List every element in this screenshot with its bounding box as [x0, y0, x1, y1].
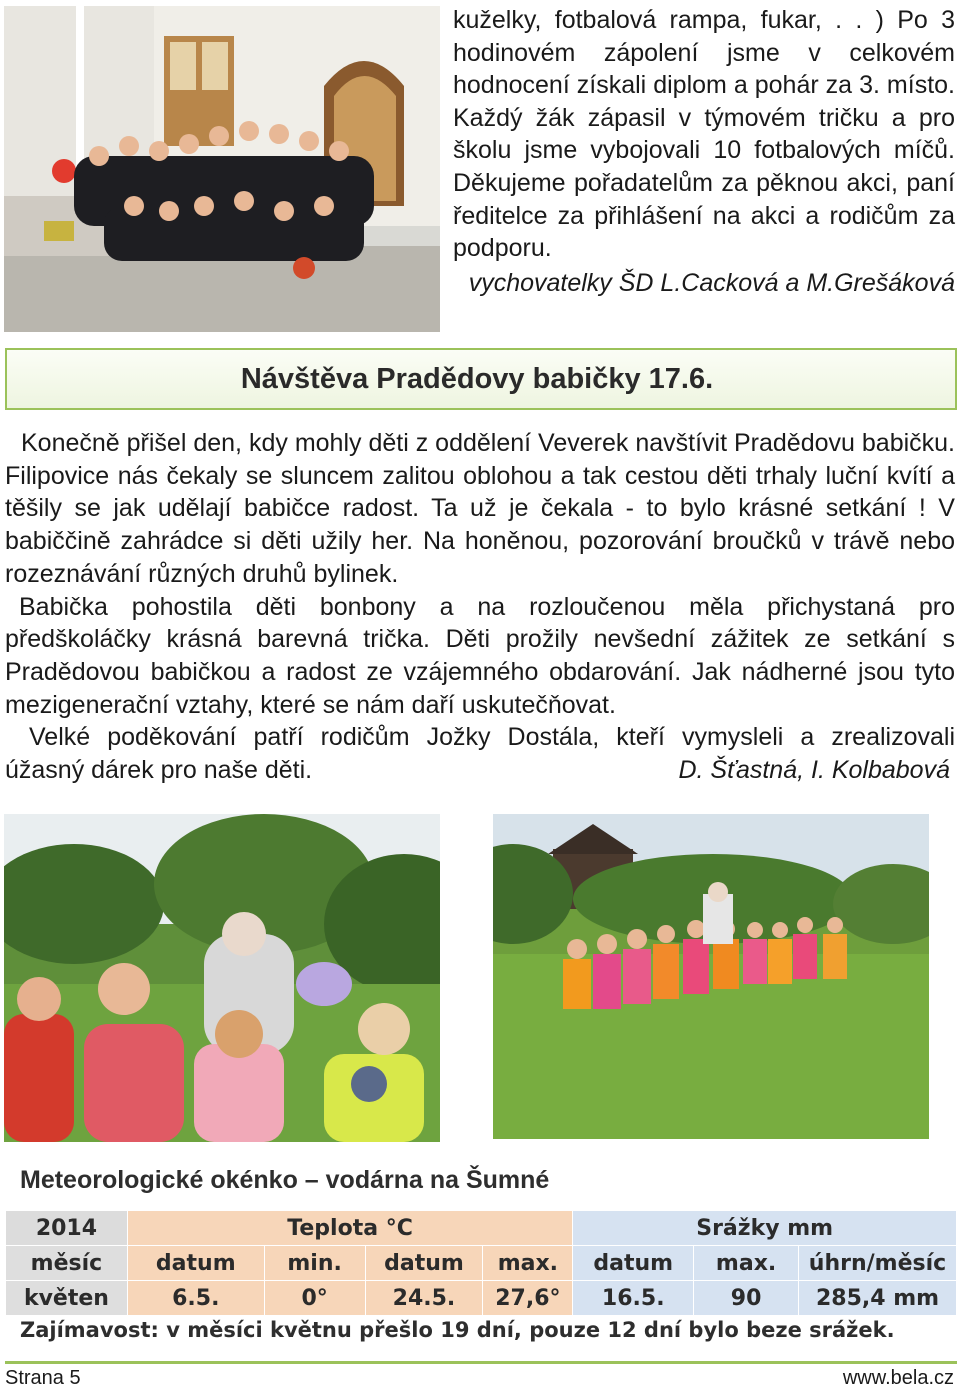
meteo-title: Meteorologické okénko – vodárna na Šumné [20, 1166, 550, 1194]
article-paragraph-3: Velké poděkování patří rodičům Jožky Dostála, kteří vymysleli a zrealizovali [29, 723, 955, 752]
meteo-header-row-1 [6, 1211, 957, 1246]
meteo-col-rain-date: datum [573, 1246, 694, 1281]
meteo-col-min: min. [264, 1246, 365, 1281]
meteo-cell-rain-date: 16.5. [573, 1281, 694, 1316]
result-paragraph: kuželky, fotbalová rampa, fukar, . . ) Po 3 hodinovém zápolení jsme v celkovém hodnocení získali diplom a pohár za 3. místo. Každý žák zápasil v týmovém tričku a pro školu jsme vybojovali 10 fotbalových míčů. [453, 6, 955, 165]
meteo-col-max-date: datum [365, 1246, 483, 1281]
meteo-cell-max: 27,6° [483, 1281, 573, 1316]
thanks-paragraph: Děkujeme pořadatelům za pěknou akci, paní ředitelce za přihlášení na akci a rodičům za podporu. [453, 168, 955, 263]
meteo-table [5, 1210, 957, 1316]
meteo-note: Zajímavost: v měsíci květnu přešlo 19 dní, pouze 12 dní bylo beze srážek. [20, 1318, 895, 1342]
article-signature: D. Šťastná, I. Kolbabová [678, 756, 950, 785]
meteo-cell-min-date: 6.5. [127, 1281, 264, 1316]
grandmother-children-photo [4, 814, 440, 1142]
meteo-cell-rain-total: 285,4 mm [799, 1281, 957, 1316]
meteo-data-row [6, 1281, 957, 1316]
meteo-col-min-date: datum [127, 1246, 264, 1281]
meteo-col-rain-max: max. [694, 1246, 799, 1281]
top-text-column [453, 4, 955, 299]
article-body [5, 427, 955, 787]
children-lineup-photo [493, 814, 929, 1139]
article-paragraph-1: Konečně přišel den, kdy mohly děti z oddělení Veverek navštívit Pradědovu babičku. Filipovice nás čekaly se sluncem zalitou oblohou a tak cestou děti trhaly luční kvítí a těšily se jak udělají babičce radost. Ta už je čekala - to bylo krásné setkání ! V babiččině zahrádce si děti užily her. Na honěnou, pozorování broučků v trávě nebo rozeznávání různých druhů bylinek. [5, 429, 955, 588]
section-heading-box [5, 348, 957, 410]
meteo-col-month: měsíc [6, 1246, 128, 1281]
meteo-rain-header: Srážky mm [573, 1211, 957, 1246]
article-paragraph-3-end: úžasný dárek pro naše děti. [5, 756, 313, 785]
footer-divider [5, 1361, 957, 1364]
meteo-header-row-2 [6, 1246, 957, 1281]
meteo-temp-header: Teplota °C [127, 1211, 572, 1246]
meteo-col-max: max. [483, 1246, 573, 1281]
section-title: Návštěva Pradědovy babičky 17.6. [240, 362, 714, 395]
meteo-col-rain-total: úhrn/měsíc [799, 1246, 957, 1281]
meteo-cell-month: květen [6, 1281, 128, 1316]
article-last-line [5, 754, 955, 787]
meteo-cell-min: 0° [264, 1281, 365, 1316]
article-paragraph-2: Babička pohostila děti bonbony a na rozloučenou měla přichystaná pro předškoláčky krásná barevná trička. Děti prožily nevšední zážitek ze setkání s Pradědovou babičkou a radost ze vzájemného obdarování. Jak nádherné jsou tyto mezigenerační vztahy, které se nám daří uskutečňovat. [5, 592, 955, 719]
footer-url[interactable]: www.bela.cz [842, 1367, 954, 1389]
meteo-cell-rain-max: 90 [694, 1281, 799, 1316]
school-group-photo [4, 6, 440, 332]
meteo-cell-max-date: 24.5. [365, 1281, 483, 1316]
top-signature: vychovatelky ŠD L.Cacková a M.Grešáková [468, 268, 955, 297]
meteo-year: 2014 [6, 1211, 128, 1246]
page-number: Strana 5 [5, 1367, 81, 1389]
